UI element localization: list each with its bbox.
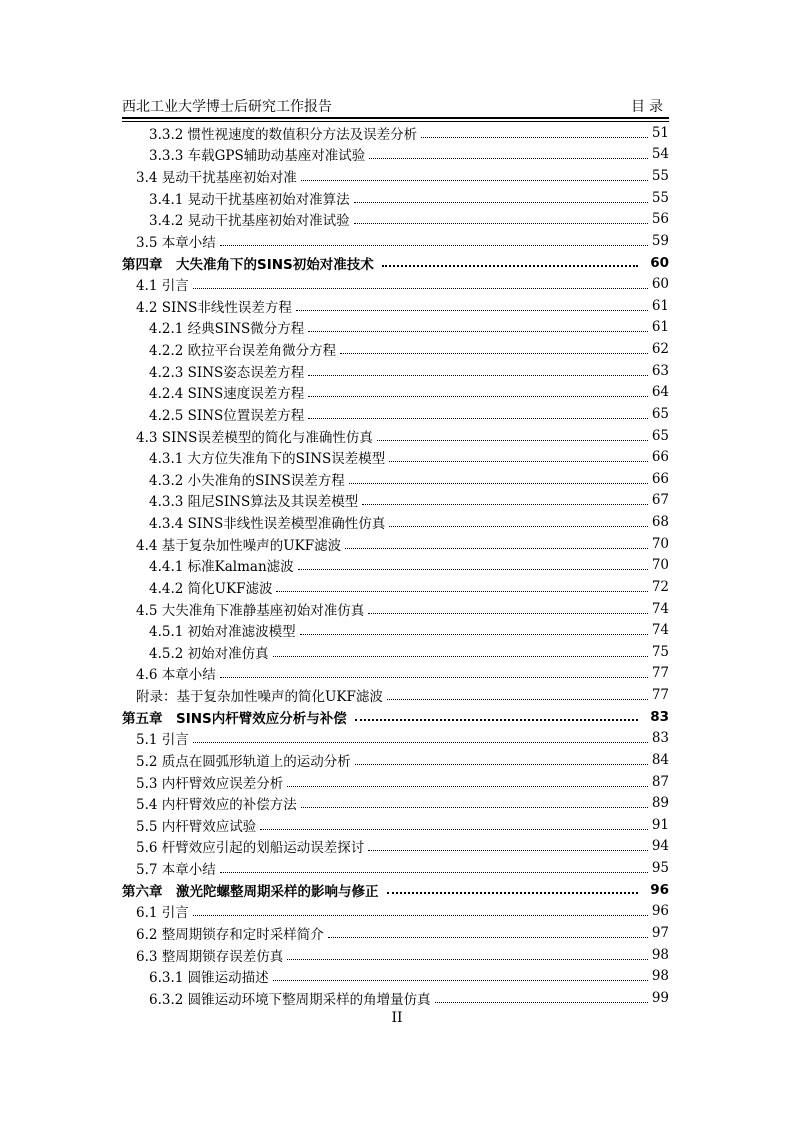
toc-entry-title: 附录：基于复杂加性噪声的简化UKF滤波 [136,689,383,706]
dot-leader [362,503,648,505]
dot-leader [220,676,648,678]
dot-leader [368,612,648,614]
toc-entry[interactable] [122,944,669,966]
dot-leader [354,222,648,224]
toc-entry-title: 4.2.5 SINS位置误差方程 [149,407,305,424]
toc-entry-title: 4.3.3 阻尼SINS算法及其误差模型 [149,494,359,511]
toc-entry-title: 3.3.2 惯性视速度的数值积分方法及误差分析 [149,126,418,143]
toc-entry-title: 3.5 本章小结 [136,234,216,251]
header-section: 目录 [631,99,667,115]
dot-leader [389,460,648,462]
dot-leader [435,1001,648,1003]
toc-entry-page: 83 [651,730,669,747]
toc-entry[interactable] [122,771,669,793]
toc-entry[interactable] [122,382,669,404]
dot-leader [298,568,648,570]
toc-entry-title: 4.4.2 简化UKF滤波 [149,580,273,597]
toc-entry-page: 83 [650,708,669,725]
dot-leader [273,655,648,657]
toc-entry-page: 70 [651,557,669,574]
toc-entry-title: 5.7 本章小结 [136,862,216,879]
dot-leader [301,179,648,181]
toc-entry[interactable] [122,144,669,166]
toc-entry[interactable] [122,555,669,577]
toc-entry[interactable] [122,598,669,620]
toc-entry-page: 95 [651,860,669,877]
toc-entry[interactable] [122,901,669,923]
toc-entry[interactable] [122,295,669,317]
toc-entry-page: 67 [651,492,669,509]
dot-leader [287,785,648,787]
toc-entry-title: 第六章 激光陀螺整周期采样的影响与修正 [122,883,379,900]
toc-entry[interactable] [122,317,669,339]
dot-leader [193,741,648,743]
dot-leader [287,958,648,960]
toc-entry[interactable] [122,230,669,252]
toc-entry-title: 4.3 SINS误差模型的简化与准确性仿真 [136,429,373,446]
page-header [122,98,669,116]
toc-entry-page: 72 [651,578,669,595]
toc-entry-title: 第四章 大失准角下的SINS初始对准技术 [122,256,374,273]
toc-entry[interactable] [122,273,669,295]
dot-leader [389,525,648,527]
toc-entry-title: 4.2 SINS非线性误差方程 [136,299,292,316]
toc-entry[interactable] [122,684,669,706]
toc-entry[interactable] [122,360,669,382]
dot-leader [296,309,648,311]
toc-entry-page: 60 [651,276,669,293]
toc-entry[interactable] [122,749,669,771]
toc-entry[interactable] [122,533,669,555]
toc-entry-title: 6.1 引言 [136,905,189,922]
toc-entry-title: 4.4 基于复杂加性噪声的UKF滤波 [136,537,342,554]
toc-entry-title: 4.5.1 初始对准滤波模型 [149,624,296,641]
toc-entry-page: 70 [651,535,669,552]
toc-entry-page: 54 [651,146,669,163]
toc-chapter-entry[interactable] [122,879,669,901]
toc-entry-title: 5.4 内杆臂效应的补偿方法 [136,797,297,814]
toc-entry-title: 3.4 晃动干扰基座初始对准 [136,170,297,187]
dot-leader [193,914,648,916]
toc-entry-title: 3.4.2 晃动干扰基座初始对准试验 [149,213,350,230]
toc-entry-title: 5.1 引言 [136,732,189,749]
toc-entry[interactable] [122,857,669,879]
toc-entry-page: 87 [651,773,669,790]
dot-leader [308,330,648,332]
toc-entry-page: 68 [651,514,669,531]
toc-entry-page: 66 [651,449,669,466]
toc-entry-title: 4.5.2 初始对准仿真 [149,645,269,662]
toc-entry-page: 62 [651,341,669,358]
toc-entry-title: 5.5 内杆臂效应试验 [136,818,257,835]
toc-entry[interactable] [122,922,669,944]
toc-entry[interactable] [122,619,669,641]
toc-entry[interactable] [122,209,669,231]
toc-entry-title: 4.3.2 小失准角的SINS误差方程 [149,472,345,489]
toc-entry-page: 91 [651,816,669,833]
toc-entry[interactable] [122,836,669,858]
toc-entry-page: 96 [651,903,669,920]
toc-entry-page: 75 [651,643,669,660]
toc-entry-page: 98 [651,946,669,963]
toc-entry-page: 55 [651,168,669,185]
toc-entry-page: 97 [651,924,669,941]
toc-entry-title: 4.3.4 SINS非线性误差模型准确性仿真 [149,516,386,533]
toc-entry[interactable] [122,122,669,144]
dot-leader [355,763,648,765]
dot-leader [368,849,648,851]
toc-entry-page: 61 [651,297,669,314]
dot-leader [421,136,648,138]
dot-leader [387,891,639,894]
dot-leader [355,718,638,721]
toc-entry-title: 4.5 大失准角下准静基座初始对准仿真 [136,602,365,619]
toc-entry-page: 96 [650,881,669,898]
toc-entry-page: 84 [651,751,669,768]
toc-entry[interactable] [122,446,669,468]
dot-leader [369,157,648,159]
toc-entry-page: 61 [651,319,669,336]
toc-entry[interactable] [122,663,669,685]
dot-leader [308,417,648,419]
dot-leader [349,482,648,484]
toc-entry-page: 77 [651,687,669,704]
dot-leader [387,698,648,700]
toc-entry-page: 55 [651,189,669,206]
toc-entry[interactable] [122,728,669,750]
dot-leader [340,352,648,354]
toc-entry-title: 第五章 SINS内杆臂效应分析与补偿 [122,710,347,727]
table-of-contents [122,122,669,1009]
dot-leader [300,633,648,635]
toc-entry-title: 6.3 整周期锁存误差仿真 [136,948,284,965]
toc-entry-title: 6.2 整周期锁存和定时采样简介 [136,926,324,943]
toc-entry[interactable] [122,338,669,360]
header-rule-thick [122,117,669,119]
toc-entry-title: 5.2 质点在圆弧形轨道上的运动分析 [136,753,351,770]
toc-entry-page: 99 [651,989,669,1006]
toc-entry[interactable] [122,576,669,598]
toc-entry-page: 89 [651,795,669,812]
dot-leader [308,374,648,376]
toc-entry-title: 6.3.2 圆锥运动环境下整周期采样的角增量仿真 [149,991,431,1008]
page-number: II [391,1010,403,1026]
toc-entry-page: 74 [651,622,669,639]
toc-entry[interactable] [122,814,669,836]
toc-entry-page: 64 [651,384,669,401]
toc-entry[interactable] [122,965,669,987]
toc-entry-title: 4.2.1 经典SINS微分方程 [149,321,305,338]
dot-leader [276,590,647,592]
dot-leader [301,806,648,808]
dot-leader [382,264,638,267]
toc-entry-page: 94 [651,838,669,855]
toc-entry-page: 60 [650,254,669,271]
dot-leader [273,979,648,981]
toc-entry[interactable] [122,165,669,187]
toc-entry-title: 4.3.1 大方位失准角下的SINS误差模型 [149,451,386,468]
toc-entry-page: 59 [651,232,669,249]
dot-leader [260,828,648,830]
toc-entry-title: 3.3.3 车载GPS辅助动基座对准试验 [149,148,366,165]
toc-entry-title: 4.1 引言 [136,278,189,295]
dot-leader [193,287,648,289]
toc-entry-page: 56 [651,211,669,228]
dot-leader [354,201,648,203]
dot-leader [308,395,648,397]
toc-entry-page: 65 [651,427,669,444]
toc-entry-title: 4.2.3 SINS姿态误差方程 [149,364,305,381]
dot-leader [220,871,648,873]
toc-entry-title: 3.4.1 晃动干扰基座初始对准算法 [149,191,350,208]
dot-leader [328,936,648,938]
header-title: 西北工业大学博士后研究工作报告 [122,99,332,115]
toc-entry[interactable] [122,403,669,425]
toc-entry-page: 98 [651,968,669,985]
toc-entry[interactable] [122,987,669,1009]
toc-entry-title: 4.4.1 标准Kalman滤波 [149,559,294,576]
toc-entry[interactable] [122,187,669,209]
toc-entry[interactable] [122,792,669,814]
toc-entry-title: 6.3.1 圆锥运动描述 [149,970,269,987]
toc-chapter-entry[interactable] [122,706,669,728]
toc-entry-page: 51 [651,124,669,141]
toc-entry-page: 74 [651,600,669,617]
toc-entry-page: 63 [651,362,669,379]
toc-entry-title: 5.3 内杆臂效应误差分析 [136,775,284,792]
toc-entry-page: 66 [651,470,669,487]
toc-entry[interactable] [122,511,669,533]
toc-entry[interactable] [122,641,669,663]
toc-entry-title: 5.6 杆臂效应引起的划船运动误差探讨 [136,840,365,857]
toc-entry[interactable] [122,425,669,447]
toc-entry-page: 77 [651,665,669,682]
toc-entry-page: 65 [651,405,669,422]
toc-entry-title: 4.2.2 欧拉平台误差角微分方程 [149,343,337,360]
toc-chapter-entry[interactable] [122,252,669,274]
dot-leader [220,244,648,246]
dot-leader [345,547,648,549]
toc-entry-title: 4.2.4 SINS速度误差方程 [149,386,305,403]
toc-entry-title: 4.6 本章小结 [136,667,216,684]
toc-entry[interactable] [122,468,669,490]
toc-entry[interactable] [122,490,669,512]
dot-leader [377,439,648,441]
